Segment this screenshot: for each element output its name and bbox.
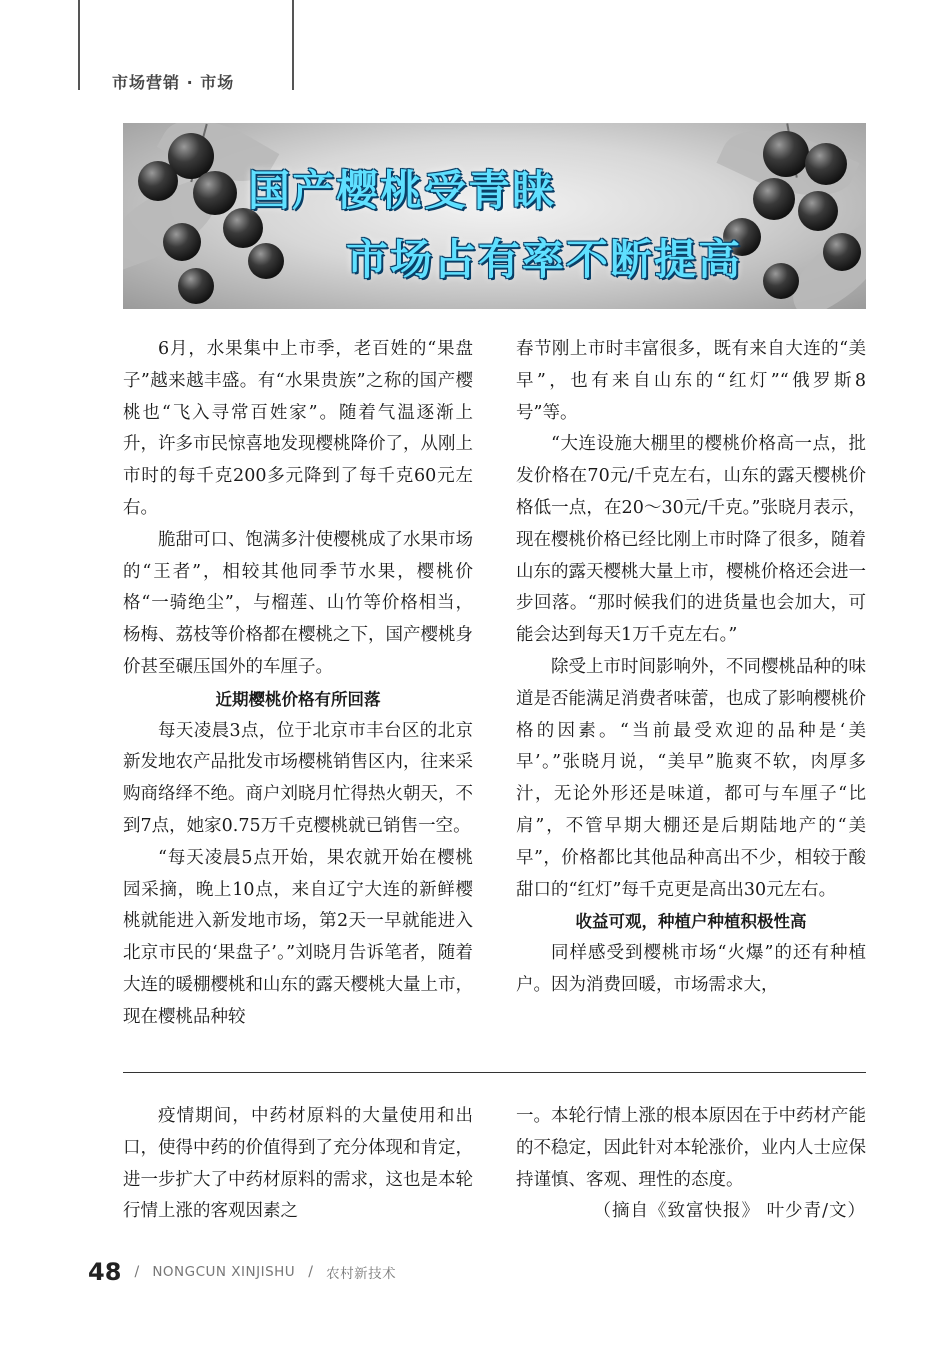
- footer-separator: /: [134, 1264, 140, 1280]
- subheading: 收益可观，种植户种植积极性高: [575, 912, 807, 932]
- cherry-fruit: [823, 233, 861, 271]
- article-column-left: [123, 334, 473, 1034]
- footer-separator: /: [308, 1264, 313, 1280]
- cherry-fruit: [248, 243, 284, 279]
- bottom-article-column-right: [516, 1101, 866, 1228]
- headline-line-2: 市场占有率不断提高: [346, 235, 743, 284]
- banner-image: [123, 123, 866, 309]
- magazine-name-latin: NONGCUN XINJISHU: [152, 1264, 296, 1280]
- page-footer: [88, 1258, 396, 1286]
- paragraph: 同样感受到樱桃市场“火爆”的还有种植户。因为消费回暖，市场需求大，: [516, 943, 866, 995]
- magazine-name-cn: 农村新技术: [326, 1266, 397, 1282]
- paragraph: “每天凌晨5点开始，果农就开始在樱桃园采摘，晚上10点，来自辽宁大连的新鲜樱桃就能进入新发地市场，第2天一早就能进入北京市民的‘果盘子’。”刘晓月告诉笔者，随着大连的暖棚樱桃和山东的露天樱桃大量上市，现在樱桃品种较: [123, 847, 473, 1027]
- paragraph: “大连设施大棚里的樱桃价格高一点，批发价格在70元/千克左右，山东的露天樱桃价格低一点，在20～30元/千克。”张晓月表示，现在樱桃价格已经比刚上市时降了很多，随着山东的露天樱桃大量上市，樱桃价格还会进一步回落。“那时候我们的进货量也会加大，可能会达到每天1万千克左右。”: [516, 434, 866, 646]
- headline-line-1: 国产樱桃受青睐: [248, 166, 557, 215]
- subheading: 近期樱桃价格有所回落: [215, 689, 381, 709]
- bottom-article-column-left: [123, 1101, 473, 1228]
- paragraph: 6月，水果集中上市季，老百姓的“果盘子”越来越丰盛。有“水果贵族”之称的国产樱桃也“飞入寻常百姓家”。随着气温逐渐上升，许多市民惊喜地发现樱桃降价了，从刚上市时的每千克200多元降到了每千克60元左右。: [123, 339, 473, 518]
- source-credit: （摘自《致富快报》 叶少青/文）: [593, 1201, 866, 1222]
- section-divider: [123, 1072, 866, 1073]
- paragraph: 春节刚上市时丰富很多，既有来自大连的“美早”，也有来自山东的“红灯”“俄罗斯8号”等。: [516, 339, 866, 423]
- cherry-fruit: [753, 178, 795, 220]
- cherry-fruit: [763, 263, 799, 299]
- cherry-fruit: [805, 143, 847, 185]
- cherry-fruit: [138, 161, 178, 201]
- paragraph: 除受上市时间影响外，不同樱桃品种的味道是否能满足消费者味蕾，也成了影响樱桃价格的因素。“当前最受欢迎的品种是‘美早’。”张晓月说，“美早”脆爽不软，肉厚多汁，无论外形还是味道，都可与车厘子“比肩”，不管早期大棚还是后期陆地产的“美早”，价格都比其他品种高出不少，相较于酸甜口的“红灯”每千克更是高出30元左右。: [516, 656, 866, 900]
- cherry-fruit: [193, 171, 237, 215]
- paragraph: 疫情期间，中药材原料的大量使用和出口，使得中药的价值得到了充分体现和肯定，进一步扩大了中药材原料的需求，这也是本轮行情上涨的客观因素之: [123, 1106, 473, 1222]
- paragraph: 一。本轮行情上涨的根本原因在于中药材产能的不稳定，因此针对本轮涨价，业内人士应保持谨慎、客观、理性的态度。: [516, 1106, 866, 1190]
- section-label: 市场营销 · 市场: [112, 73, 235, 92]
- cherry-fruit: [763, 131, 809, 177]
- cherry-fruit: [163, 223, 201, 261]
- cherry-fruit: [798, 191, 838, 231]
- article-column-right: [516, 334, 866, 1002]
- paragraph: 脆甜可口、饱满多汁使樱桃成了水果市场的“王者”，相较其他同季节水果，樱桃价格“一骑绝尘”，与榴莲、山竹等价格相当，杨梅、荔枝等价格都在樱桃之下，国产樱桃身价甚至碾压国外的车厘子。: [123, 529, 473, 677]
- paragraph: 每天凌晨3点，位于北京市丰台区的北京新发地农产品批发市场樱桃销售区内，往来采购商络绎不绝。商户刘晓月忙得热火朝天，不到7点，她家0.75万千克樱桃就已销售一空。: [123, 720, 473, 836]
- header-rule-left: [78, 0, 80, 90]
- page-number: 48: [88, 1258, 122, 1286]
- header-rule-right: [292, 0, 294, 90]
- cherry-fruit: [178, 268, 214, 304]
